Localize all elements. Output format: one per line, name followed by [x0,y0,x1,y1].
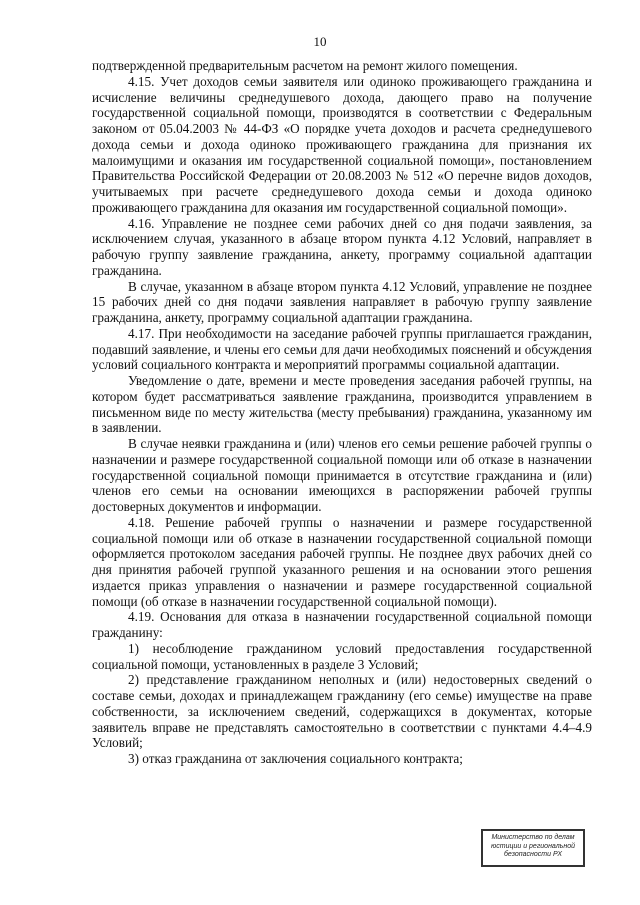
list-item-1: 1) несоблюдение гражданином условий предоставления государственной социальной помощи, установленных в разделе 3 Условий; [92,640,592,672]
stamp-line-3: безопасности РХ [503,851,562,858]
paragraph-4-15: 4.15. Учет доходов семьи заявителя или одиноко проживающего гражданина и исчисление величины среднедушевого дохода, дающего право на получение государственной социальной помощи, производятся в соответствии с Федеральным законом от 05.04.2003 № 44-ФЗ «О порядке учета доходов и расчета среднедушевого дохода семьи и дохода одиноко проживающего гражданина для признания их малоимущими и оказания им государственной социальной помощи», постановлением Правительства Российской Федерации от 20.08.2003 № 512 «О перечне видов доходов, учитываемых при расчете среднедушевого дохода семьи и дохода одиноко проживающего гражданина для оказания им государственной социальной помощи». [92,73,592,215]
document-body [92,58,592,767]
paragraph-4-19: 4.19. Основания для отказа в назначении государственной социальной помощи гражданину: [92,609,592,640]
paragraph-4-16-case: В случае, указанном в абзаце втором пункта 4.12 Условий, управление не позднее 15 рабочих дней со дня подачи заявления направляет в рабочую группу заявление гражданина, анкету, программу социальной адаптации гражданина. [92,278,592,325]
stamp-line-2: юстиции и региональной [490,842,576,850]
list-item-3: 3) отказ гражданина от заключения социального контракта; [128,751,463,766]
ministry-stamp [481,829,585,867]
paragraph-4-17: 4.17. При необходимости на заседание рабочей группы приглашается гражданин, подавший заявление, и члены его семьи для дачи необходимых пояснений и обсуждения условий социального контракта и мероприятий программы социальной адаптации. [92,325,592,373]
stamp-line-1: Министерство по делам [491,834,575,841]
paragraph-notification: Уведомление о дате, времени и месте проведения заседания рабочей группы, на котором будет рассматриваться заявление гражданина, производится управлением в письменном виде по месту жительства (месту пребывания) гражданина, указанному им в заявлении. [92,373,592,436]
paragraph-4-18: 4.18. Решение рабочей группы о назначении и размере государственной социальной помощи или об отказе в назначении государственной социальной помощи оформляется протоколом заседания рабочей группы. Не позднее двух рабочих дней со дня принятия рабочей группой указанного решения и на основании этого решения издается приказ управления о назначении и размере государственной социальной помощи (об отказе в назначении государственной социальной помощи). [92,514,592,609]
paragraph-4-16: 4.16. Управление не позднее семи рабочих дней со дня подачи заявления, за исключением случая, указанного в абзаце втором пункта 4.12 Условий, направляет в рабочую группу заявление гражданина, анкету, программу социальной адаптации гражданина. [92,215,592,278]
page-number: 10 [313,34,327,49]
paragraph-no-show: В случае неявки гражданина и (или) членов его семьи решение рабочей группы о назначении и размере государственной социальной помощи или об отказе в назначении государственной социальной помощи принимается в отсутствие гражданина и (или) членов его семьи на основании имеющихся в распоряжении рабочей группы достоверных документов и информации. [92,436,592,514]
paragraph-continuation: подтвержденной предварительным расчетом на ремонт жилого помещения. [92,58,518,73]
list-item-2: 2) представление гражданином неполных и (или) недостоверных сведений о составе семьи, доходах и принадлежащем гражданину (его семье) имуществе на праве собственности, за исключением сведений, содержащихся в документах, которые заявитель вправе не представлять самостоятельно в соответствии с пунктами 4.4–4.9 Условий; [92,672,592,751]
